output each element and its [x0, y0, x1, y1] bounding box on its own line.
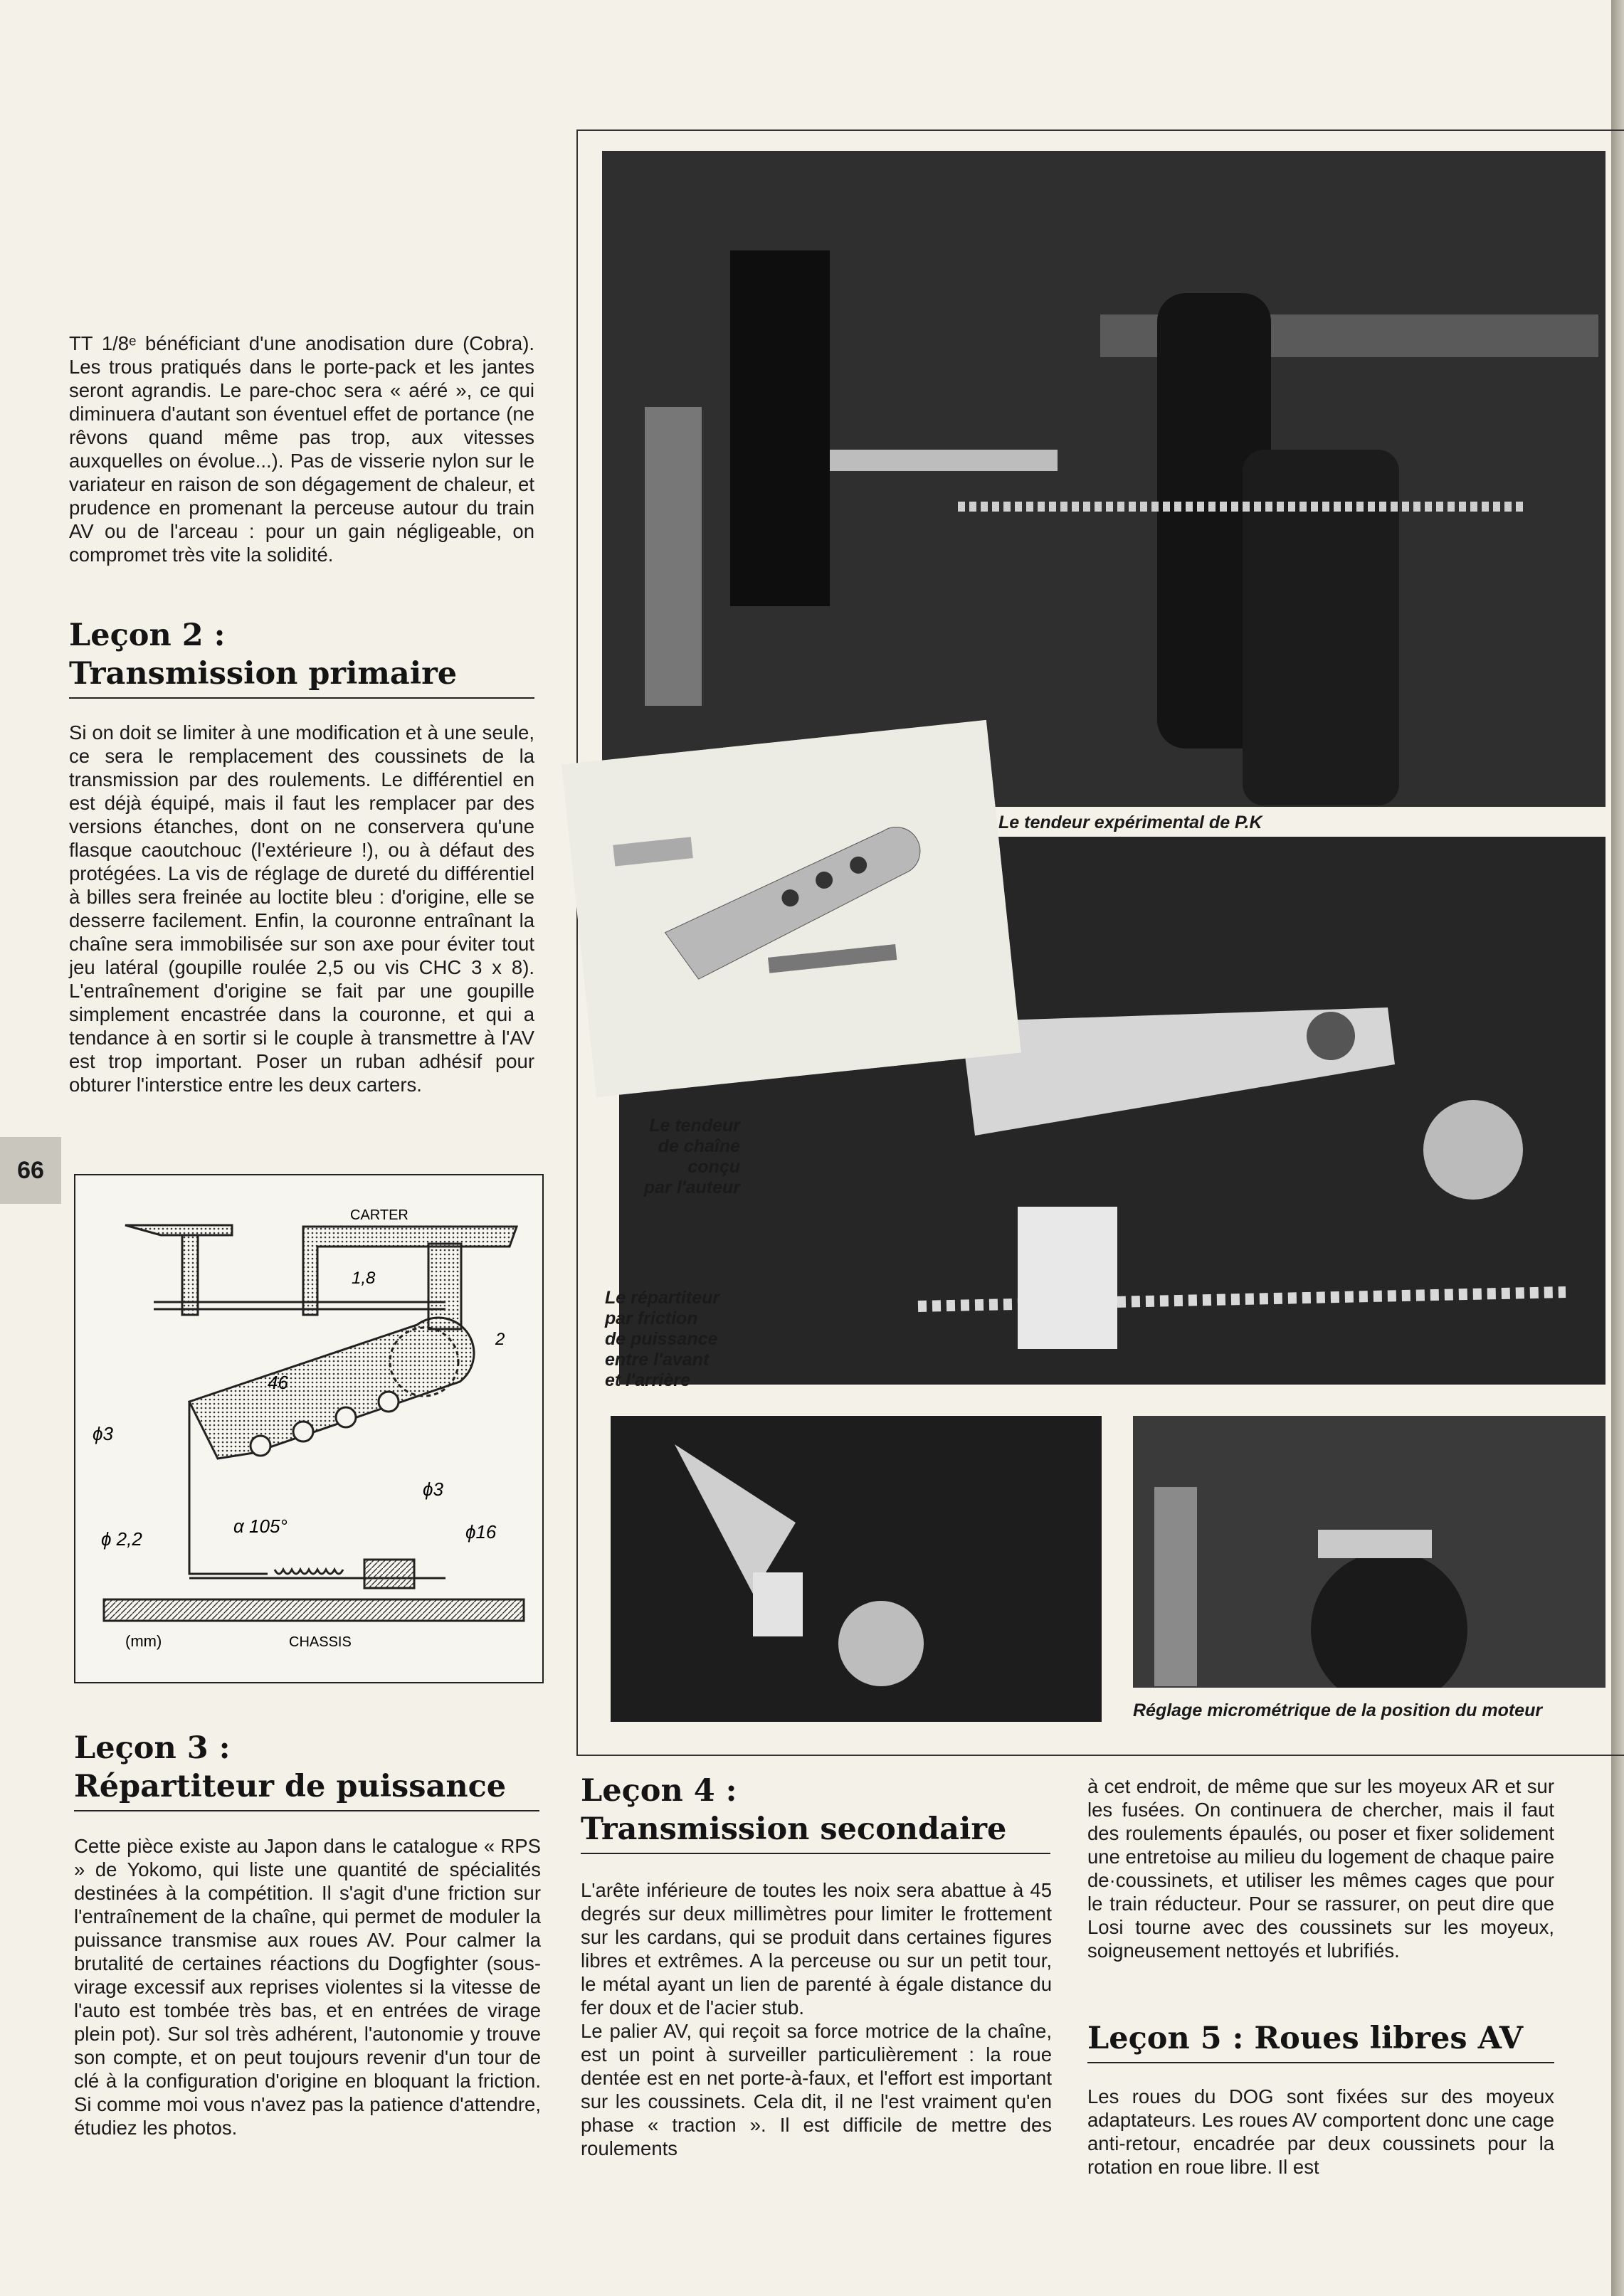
lesson4-title-line1: Leçon 4 :	[581, 1773, 737, 1809]
lesson4-heading	[581, 1772, 1050, 1854]
unit-label: (mm)	[125, 1632, 162, 1650]
photo-repartiteur-detail	[611, 1416, 1102, 1722]
photo-repartiteur-detail-image	[611, 1416, 1102, 1722]
lesson5-title: Leçon 5 : Roues libres AV	[1087, 2021, 1524, 2056]
lesson3-title-line2: Répartiteur de puissance	[74, 1769, 507, 1804]
lesson2-rule	[69, 697, 534, 699]
dim-angle: α 105°	[233, 1515, 288, 1537]
caption-tendeur-pk: Le tendeur expérimental de P.K	[998, 813, 1262, 832]
chassis-label: CHASSIS	[289, 1634, 352, 1650]
drawing-svg	[75, 1175, 542, 1682]
carter-label: CARTER	[350, 1207, 408, 1223]
photo-tendeur-pk-image	[602, 151, 1605, 807]
lesson4-title-line2: Transmission secondaire	[581, 1811, 1007, 1847]
dim-phi3-right: ϕ3	[423, 1478, 443, 1500]
lesson4-rule	[581, 1853, 1050, 1854]
lesson3-heading	[74, 1729, 539, 1811]
tensioner-arm	[189, 1318, 474, 1459]
carter-left-plate	[125, 1225, 232, 1235]
lesson5-heading	[1087, 2019, 1554, 2063]
dim-phi3-left: ϕ3	[93, 1423, 113, 1444]
photo-reglage-moteur	[1133, 1416, 1605, 1688]
dim-phi16: ϕ16	[465, 1521, 497, 1543]
photo-tendeur-inset	[561, 720, 1021, 1097]
dim-phi22: ϕ 2,2	[101, 1528, 142, 1550]
lesson2-heading	[69, 616, 534, 699]
lesson5-body: Les roues du DOG sont fixées sur des moyeux adaptateurs. Les roues AV comportent donc une cage anti-retour, encadrée par deux coussinets pour la rotation en roue libre. Il est	[1087, 2085, 1554, 2178]
caption-tendeur-auteur: Le tendeur de chaîne conçu par l'auteur	[643, 1116, 740, 1197]
dim-46: 46	[268, 1372, 288, 1393]
lesson3-body: Cette pièce existe au Japon dans le catalogue « RPS » de Yokomo, qui liste une quantité de spécialités destinées à la compétition. Il s'agit d'une friction sur l'entraînement de la chaîne, qui permet de moduler la puissance transmise aux roues AV. Pour calmer la brutalité de certaines réactions du Dogfighter (sous-virage excessif aux reprises violentes si la vitesse de l'auto est tombée très bas, et en entrées de virage plein pot). Sur sol très adhérent, l'autonomie y trouve son compte, et on peut toujours revenir d'un tour de clé à la configuration d'origine en bloquant la friction. Si comme moi vous n'avez pas la patience d'attendre, étudiez les photos.	[74, 1835, 541, 2139]
lesson2-body: Si on doit se limiter à une modification et à une seule, ce sera le remplacement des coussinets de la transmission par des roulements. Le différentiel en est déjà équipé, mais il faut les remplacer par des versions étanches, dont on ne conservera qu'une flasque caoutchouc (l'extérieure !), ou à défaut des protégées. La vis de réglage de dureté du différentiel à billes sera freinée au loctite bleu : d'origine, elle se desserre facilement. Enfin, la couronne entraînant la chaîne sera immobilisée sur son axe pour éviter tout jeu latéral (goupille roulée 2,5 ou vis CHC 3 x 8). L'entraînement d'origine se fait par une goupille simplement encastrée dans la couronne, et qui a tendance à en sortir si le couple à transmettre à l'AV est trop important. Poser un ruban adhésif pour obturer l'interstice entre les deux carters.	[69, 721, 534, 1096]
rod-block	[364, 1560, 414, 1588]
bearing-stack	[428, 1244, 461, 1329]
dim-2: 2	[495, 1330, 505, 1349]
arm-hole-3	[336, 1407, 356, 1427]
caption-repartiteur: Le répartiteur par friction de puissance entre l'avant et l'arrière	[605, 1288, 720, 1390]
lesson3-title-line1: Leçon 3 :	[74, 1730, 231, 1766]
technical-drawing	[74, 1174, 544, 1683]
arm-hole-4	[379, 1392, 399, 1412]
chassis-plate	[104, 1599, 524, 1621]
caption-reglage: Réglage micrométrique de la position du moteur	[1133, 1700, 1543, 1720]
arm-hole-2	[293, 1422, 313, 1441]
photo-tendeur-pk	[602, 151, 1605, 807]
arm-hole-1	[251, 1436, 270, 1456]
lesson4-body: L'arête inférieure de toutes les noix sera abattue à 45 degrés sur deux millimètres pour limiter le frottement sur les cardans, qui se produit dans certaines figures libres et extrêmes. A la perceuse ou sur un petit tour, le métal ayant un lien de parenté à égale distance du fer doux et de l'acier stub. Le palier AV, qui reçoit sa force motrice de la chaîne, est un point à surveiller particulièrement : la roue dentée est en net porte-à-faux, et l'effort est important sur les coussinets. Cela dit, il ne l'est vraiment qu'en phase « traction ». Il est difficile de mettre des roulements	[581, 1879, 1052, 2159]
photo-tendeur-inset-image	[561, 720, 1021, 1097]
lesson5-rule	[1087, 2062, 1554, 2063]
right-column-continued: à cet endroit, de même que sur les moyeux AR et sur les fusées. On continuera de chercher, mais il faut des roulements épaulés, ou poser et fixer solidement une entretoise au milieu du logement de chaque paire de·coussinets, et utiliser les mêmes cages que pour le train réducteur. Pour se rassurer, on peut dire que Losi tourne avec des coussinets sur les moyeux, soigneusement nettoyés et lubrifiés.	[1087, 1775, 1554, 1962]
photo-reglage-moteur-image	[1133, 1416, 1605, 1688]
page-number: 66	[0, 1137, 61, 1204]
tension-spring	[275, 1570, 343, 1574]
lesson2-title-line2: Transmission primaire	[69, 656, 458, 692]
intro-paragraph: TT 1/8ᵉ bénéficiant d'une anodisation dure (Cobra). Les trous pratiqués dans le porte-pack et les jantes seront agrandis. Le pare-choc sera « aéré », ce qui diminuera d'autant son éventuel effet de portance (ne rêvons quand même pas trop, aux vitesses auxquelles on évolue...). Pas de visserie nylon sur le variateur en raison de son dégagement de chaleur, et prudence en promenant la perceuse autour du train AV ou de l'arceau : pour un gain négligeable, on compromet très vite la solidité.	[69, 332, 534, 566]
dim-1-8: 1,8	[352, 1269, 376, 1288]
lesson3-rule	[74, 1810, 539, 1811]
lesson2-title-line1: Leçon 2 :	[69, 618, 226, 653]
